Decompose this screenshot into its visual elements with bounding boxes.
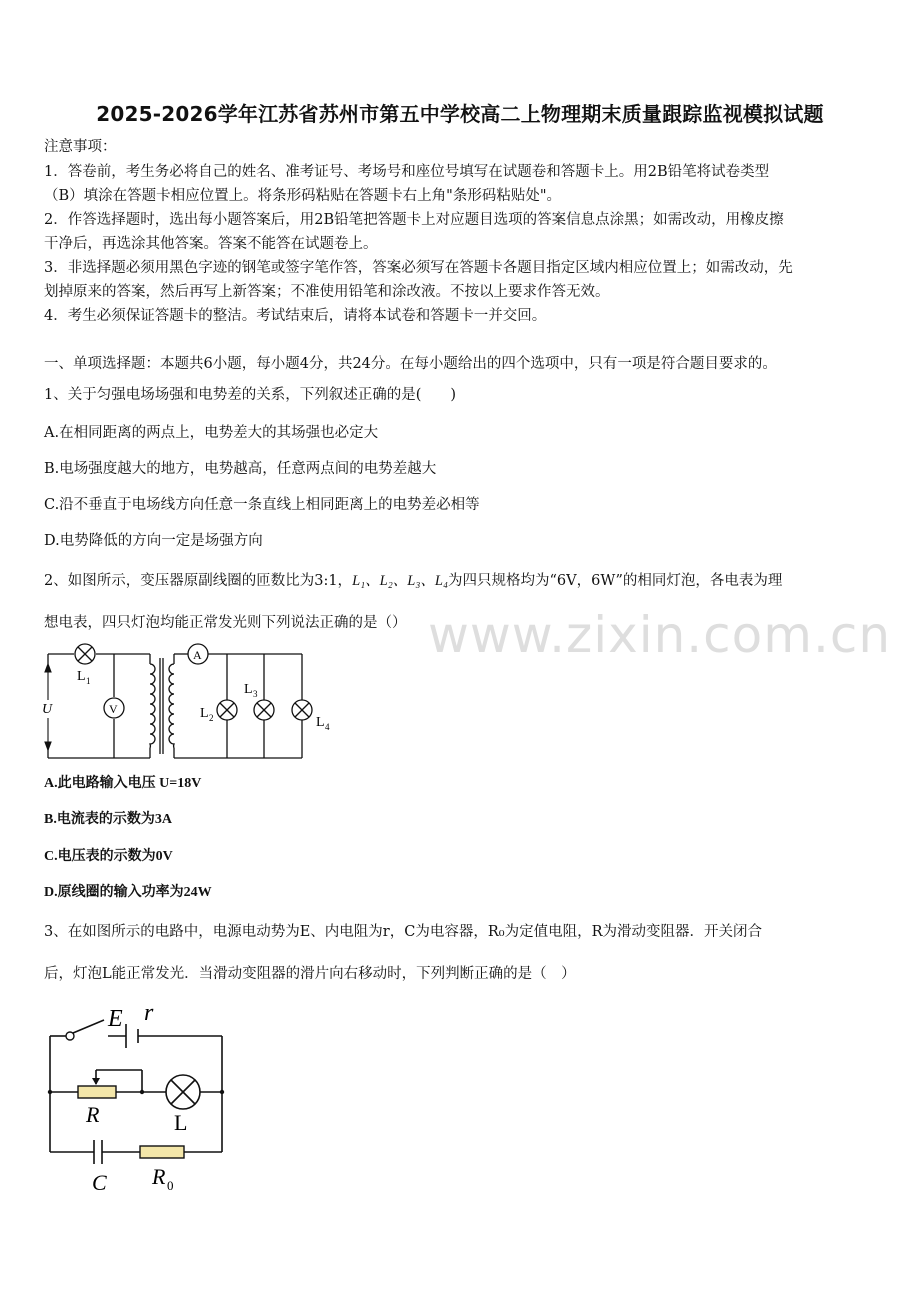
lamp-l1-label: L <box>77 669 86 684</box>
lamp-l4-label: L <box>316 715 325 730</box>
lamp-l3 <box>254 700 274 720</box>
lamp-l2 <box>217 700 237 720</box>
rc-circuit-diagram <box>40 1000 240 1200</box>
r0-label: R <box>152 1164 166 1189</box>
rheostat-r <box>78 1086 116 1098</box>
page-title: 2025-2026学年江苏省苏州市第五中学校高二上物理期末质量跟踪监视模拟试题 <box>96 102 824 126</box>
notice-line: 4．考生必须保证答题卡的整洁。考试结束后，请将本试卷和答题卡一并交回。 <box>44 308 547 324</box>
q2-option-b: B.电流表的示数为3A <box>44 812 172 827</box>
notice-line: 2．作答选择题时，选出每小题答案后，用2B铅笔把答题卡上对应题目选项的答案信息点涂黑；如需改动，用橡皮擦 <box>44 212 784 228</box>
slider-arrow-icon <box>92 1078 100 1085</box>
notice-heading: 注意事项： <box>44 139 117 155</box>
transformer-circuit-diagram <box>38 640 338 765</box>
r0-sub: 0 <box>167 1178 174 1193</box>
notice-line: （B）填涂在答题卡相应位置上。将条形码粘贴在答题卡右上角"条形码粘贴处"。 <box>44 188 561 204</box>
ammeter-label: A <box>193 648 202 662</box>
lamp-l1 <box>75 644 95 664</box>
watermark: www.zixin.com.cn <box>428 606 892 664</box>
question-3-stem-cont: 后，灯泡L能正常发光．当滑动变阻器的滑片向右移动时，下列判断正确的是（ ） <box>44 966 576 982</box>
q1-option-c: C.沿不垂直于电场线方向任意一条直线上相同距离上的电势差必相等 <box>44 497 480 513</box>
q2-option-a: A.此电路输入电压 U=18V <box>44 776 202 791</box>
question-1-stem: 1、关于匀强电场场强和电势差的关系，下列叙述正确的是( ) <box>44 387 457 403</box>
capacitor-label: C <box>92 1170 107 1195</box>
lamp-l2-label: L <box>200 706 209 721</box>
notice-line: 干净后，再选涂其他答案。答案不能答在试题卷上。 <box>44 236 378 252</box>
question-2-stem-cont: 想电表，四只灯泡均能正常发光则下列说法正确的是（） <box>44 615 407 631</box>
q1-option-d: D.电势降低的方向一定是场强方向 <box>44 533 263 549</box>
lamp-label: L <box>174 1110 188 1135</box>
q1-option-b: B.电场强度越大的地方，电势越高，任意两点间的电势差越大 <box>44 461 437 477</box>
lamp-l <box>166 1075 200 1109</box>
section-heading: 一、单项选择题：本题共6小题，每小题4分，共24分。在每小题给出的四个选项中，只有一项是符合题目要求的。 <box>44 356 777 372</box>
lamp-l3-sub: 3 <box>253 689 258 699</box>
emf-label: E <box>108 1006 123 1032</box>
lamp-l4-sub: 4 <box>325 722 330 732</box>
internal-resistance-label: r <box>144 1000 154 1026</box>
notice-line: 划掉原来的答案，然后再写上新答案；不准使用铅笔和涂改液。不按以上要求作答无效。 <box>44 284 610 300</box>
resistor-r0 <box>140 1146 184 1158</box>
q2-stem-part: 2、如图所示，变压器原副线圈的匝数比为3:1， <box>44 573 353 589</box>
lamp-l3-label: L <box>244 682 253 697</box>
notice-line: 1．答卷前，考生务必将自己的姓名、准考证号、考场号和座位号填写在试题卷和答题卡上。用2B铅笔将试卷类型 <box>44 164 770 180</box>
question-3-stem: 3、在如图所示的电路中，电源电动势为E、内电阻为r，C为电容器，R₀为定值电阻，R为滑动变阻器．开关闭合 <box>44 924 762 940</box>
voltage-label-u: U <box>42 702 53 717</box>
lamp-l1-sub: 1 <box>86 676 91 686</box>
q2-lamp-list: L₁、L₂、L₃、L₄ <box>352 573 448 589</box>
q2-stem-part: 为四只规格均为“6V，6W”的相同灯泡，各电表为理 <box>447 573 783 589</box>
switch-terminal <box>66 1032 74 1040</box>
rheostat-label: R <box>86 1102 100 1127</box>
q1-option-a: A.在相同距离的两点上，电势差大的其场强也必定大 <box>44 425 379 441</box>
notice-line: 3．非选择题必须用黑色字迹的钢笔或签字笔作答，答案必须写在答题卡各题目指定区域内相应位置上；如需改动，先 <box>44 260 793 276</box>
lamp-l4 <box>292 700 312 720</box>
question-2-stem <box>44 571 880 591</box>
lamp-l2-sub: 2 <box>209 713 214 723</box>
q2-option-d: D.原线圈的输入功率为24W <box>44 885 212 900</box>
q2-option-c: C.电压表的示数为0V <box>44 849 173 864</box>
voltmeter-label: V <box>109 702 118 716</box>
